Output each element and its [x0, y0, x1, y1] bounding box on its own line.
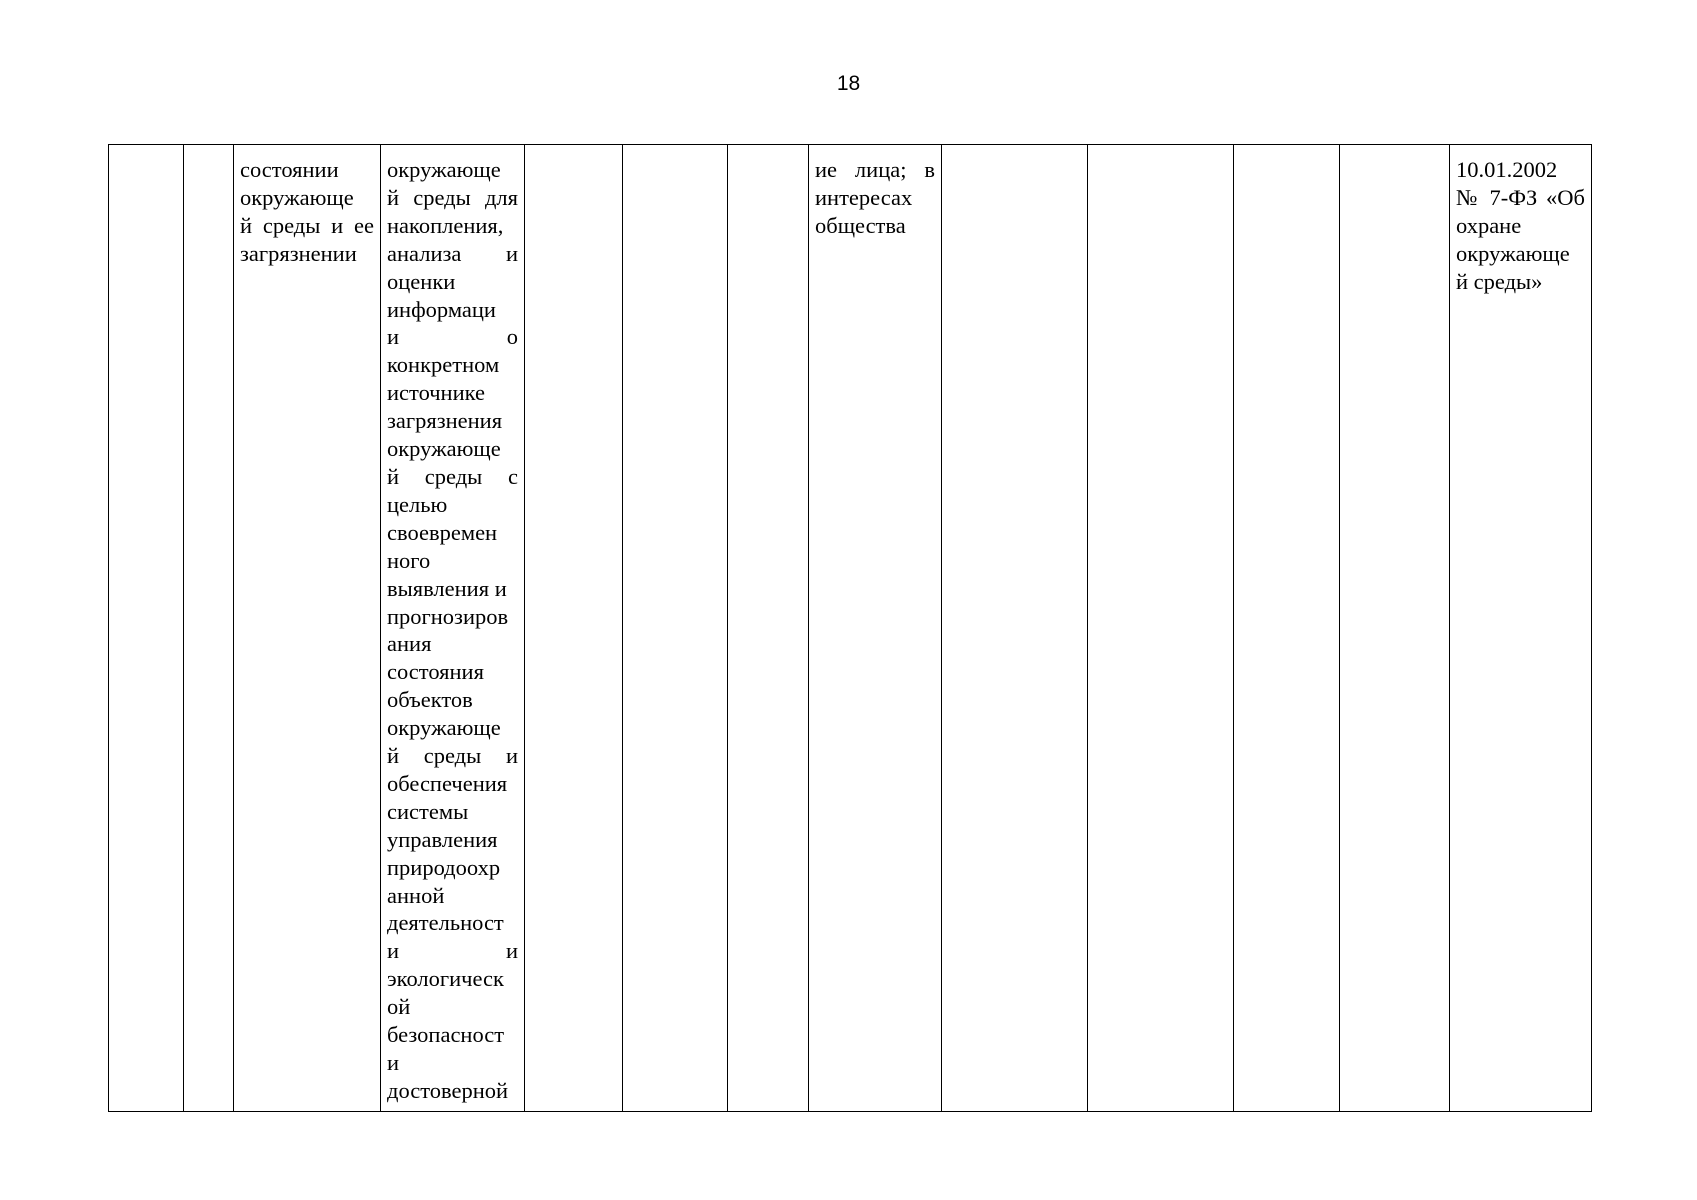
cell-text-line: й среды»: [1456, 268, 1543, 294]
cell-text-line: конкретном: [387, 352, 500, 378]
cell-text-line: окружающе: [240, 184, 354, 210]
cell-text-line: ие лица; в: [815, 157, 935, 182]
cell-text-line: информаци: [387, 296, 496, 322]
cell-text-line: окружающе: [387, 157, 501, 182]
document-table: [108, 144, 1592, 1112]
cell-text-line: прогнозиров: [387, 603, 509, 629]
cell-text-line: системы: [387, 798, 469, 824]
cell-text-line: и и: [387, 938, 518, 964]
cell-text-line: окружающе: [387, 436, 501, 462]
cell-text-line: ного: [387, 547, 431, 573]
table-cell-11: [1234, 145, 1340, 1112]
cell-text-line: окружающе: [387, 715, 501, 741]
table-cell-13: [1450, 145, 1592, 1112]
cell-text-line: обеспечения: [387, 770, 508, 796]
cell-text-line: й среды с: [387, 463, 518, 489]
table-cell-9: [942, 145, 1088, 1112]
cell-text-line: охране: [1456, 212, 1522, 238]
cell-text-line: своевремен: [387, 519, 498, 545]
cell-text-line: ания: [387, 631, 432, 657]
cell-text-line: природоохр: [387, 854, 501, 880]
table-cell-5: [525, 145, 623, 1112]
cell-text-line: 10.01.2002: [1456, 157, 1558, 182]
table-cell-12: [1340, 145, 1450, 1112]
page-number: 18: [836, 72, 861, 95]
cell-text-line: й среды для: [387, 184, 518, 210]
table-cell-10: [1088, 145, 1234, 1112]
cell-text-line: и о: [387, 324, 518, 350]
cell-text-line: анализа и: [387, 240, 518, 266]
cell-text-line: окружающе: [1456, 240, 1570, 266]
cell-text-line: выявления и: [387, 575, 507, 601]
cell-text-line: й среды и ее: [240, 212, 374, 238]
table-cell-6: [623, 145, 728, 1112]
cell-text-line: управления: [387, 826, 498, 852]
cell-text-line: оценки: [387, 268, 456, 294]
cell-text-line: № 7-ФЗ «Об: [1456, 184, 1585, 210]
table-cell-1: [109, 145, 184, 1112]
table-row: [109, 145, 1592, 1112]
cell-text-line: анной: [387, 882, 445, 908]
cell-text-line: объектов: [387, 687, 473, 713]
cell-text-line: интересах: [815, 184, 913, 210]
cell-text-line: целью: [387, 491, 448, 517]
table-cell-4: [381, 145, 525, 1112]
cell-text-line: состоянии: [240, 157, 339, 182]
cell-text-line: деятельност: [387, 910, 504, 936]
cell-text-line: загрязнении: [240, 240, 357, 266]
cell-text-line: экологическ: [387, 966, 504, 992]
cell-text-line: и: [387, 1050, 400, 1075]
cell-text-line: достоверной: [387, 1077, 509, 1103]
cell-text-line: й среды и: [387, 743, 518, 769]
cell-text-line: безопасност: [387, 1022, 505, 1048]
cell-text-line: загрязнения: [387, 408, 503, 434]
table-cell-2: [184, 145, 234, 1112]
cell-text-line: источнике: [387, 380, 485, 406]
table-cell-8: [809, 145, 942, 1112]
cell-text-line: накопления,: [387, 212, 504, 238]
cell-text-line: общества: [815, 212, 906, 238]
table-cell-3: [234, 145, 381, 1112]
cell-text-line: состояния: [387, 659, 484, 685]
table-cell-7: [728, 145, 809, 1112]
cell-text-line: ой: [387, 994, 411, 1020]
